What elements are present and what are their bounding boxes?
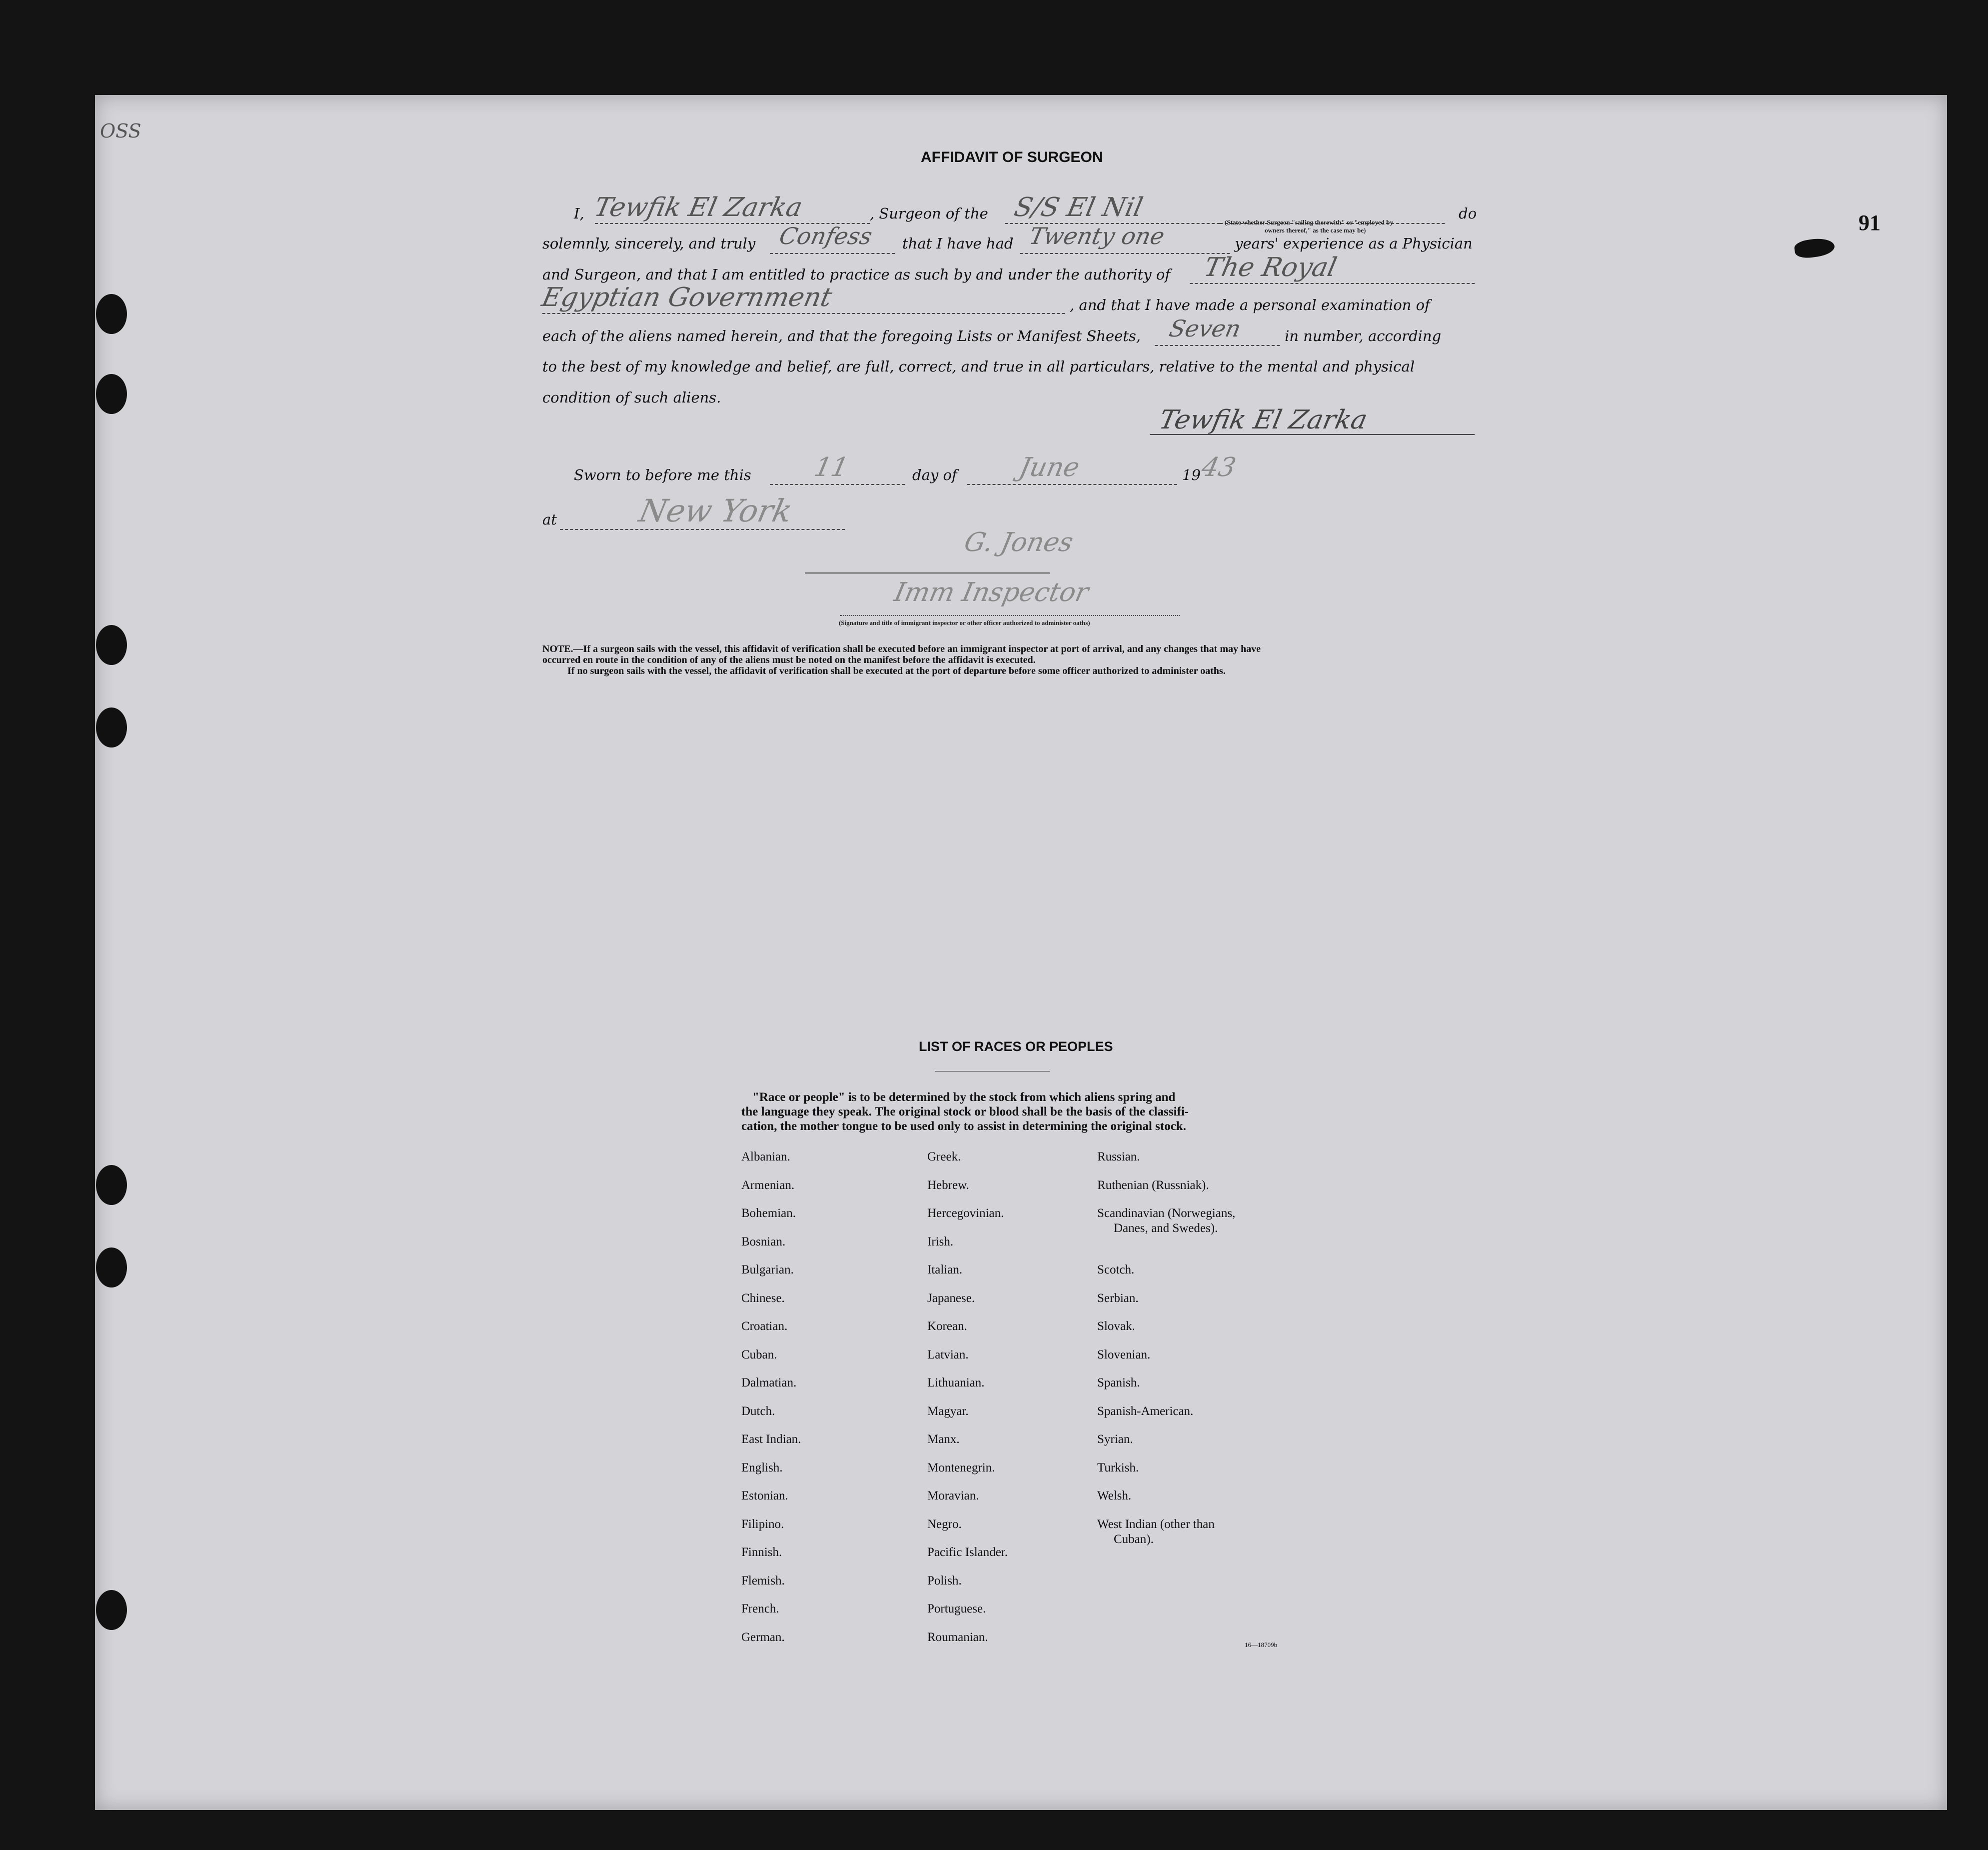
race-entry: Serbian. — [1097, 1292, 1139, 1305]
races-intro-1: "Race or people" is to be determined by the stock from which aliens spring and — [752, 1090, 1176, 1104]
affidavit-line7: condition of such aliens. — [542, 389, 721, 406]
punch-hole — [96, 625, 127, 665]
race-entry: Filipino. — [741, 1518, 784, 1531]
race-entry: Slovenian. — [1097, 1348, 1151, 1362]
signature-caption: (Signature and title of immigrant inspector or other officer authorized to administer oaths) — [839, 619, 1090, 626]
state-note-2: owners thereof," as the case may be) — [1265, 226, 1366, 234]
vessel-name-handwritten: S/S El Nil — [1011, 192, 1146, 222]
authority-handwritten-2: Egyptian Government — [539, 282, 835, 312]
race-entry: French. — [741, 1602, 779, 1616]
race-entry: Polish. — [927, 1574, 962, 1588]
sworn-day-handwritten: 11 — [811, 452, 851, 482]
affidavit-line5-a: each of the aliens named herein, and that the foregoing Lists or Manifest Sheets, — [542, 328, 1141, 344]
race-entry: Bohemian. — [741, 1206, 796, 1220]
note-line-3: If no surgeon sails with the vessel, the affidavit of verification shall be executed at the port of departure before some officer authorized to administer oaths. — [567, 666, 1226, 676]
races-intro-2: the language they speak. The original stock or blood shall be the basis of the classifi- — [741, 1105, 1189, 1118]
punch-hole — [96, 1165, 127, 1205]
races-intro-3: cation, the mother tongue to be used only to assist in determining the original stock. — [741, 1120, 1186, 1133]
race-entry: Croatian. — [741, 1320, 788, 1333]
race-entry: Armenian. — [741, 1178, 795, 1192]
race-entry: Flemish. — [741, 1574, 785, 1588]
race-entry: Hercegovinian. — [927, 1206, 1004, 1220]
affidavit-years-experience: years' experience as a Physician — [1235, 235, 1473, 252]
punch-hole — [96, 708, 127, 748]
surgeon-signature: Tewfik El Zarka — [1156, 405, 1370, 435]
race-entry: Roumanian. — [927, 1630, 988, 1644]
race-entry: Slovak. — [1097, 1320, 1135, 1333]
affidavit-that-i-have-had: that I have had — [902, 235, 1014, 252]
authority-handwritten-1: The Royal — [1201, 252, 1340, 282]
race-entry: West Indian (other than — [1097, 1518, 1215, 1531]
race-entry: Montenegrin. — [927, 1461, 995, 1474]
document-page — [95, 95, 1947, 1810]
race-entry: Albanian. — [741, 1150, 790, 1164]
race-entry: English. — [741, 1461, 783, 1474]
state-note-1: (State whether Surgeon "sailing therewith" or "employed by — [1225, 218, 1393, 226]
race-entry: Bosnian. — [741, 1235, 786, 1248]
race-entry: Cuban. — [741, 1348, 777, 1362]
races-title: LIST OF RACES OR PEOPLES — [919, 1039, 1113, 1054]
race-entry: Russian. — [1097, 1150, 1140, 1164]
affidavit-line6: to the best of my knowledge and belief, are full, correct, and true in all particulars, relative to the mental and physical — [542, 358, 1415, 375]
race-entry: Cuban). — [1114, 1532, 1154, 1546]
race-entry: Estonian. — [741, 1489, 788, 1502]
sworn-month-handwritten: June — [1016, 452, 1082, 482]
race-entry: Pacific Islander. — [927, 1546, 1008, 1559]
race-entry: Japanese. — [927, 1292, 975, 1305]
affidavit-do: do — [1459, 205, 1477, 222]
sheets-count-handwritten: Seven — [1167, 315, 1244, 342]
race-entry: Ruthenian (Russniak). — [1097, 1178, 1209, 1192]
race-entry: Portuguese. — [927, 1602, 986, 1616]
inspector-signature: G. Jones — [961, 528, 1076, 558]
race-entry: Greek. — [927, 1150, 961, 1164]
race-entry: Syrian. — [1097, 1432, 1133, 1446]
race-entry: Danes, and Swedes). — [1114, 1222, 1218, 1235]
corner-mark: OSS — [100, 120, 141, 142]
race-entry: Spanish. — [1097, 1376, 1140, 1390]
race-entry: Lithuanian. — [927, 1376, 985, 1390]
race-entry: Scotch. — [1097, 1263, 1135, 1276]
race-entry: Welsh. — [1097, 1489, 1132, 1502]
affidavit-line4-rest: , and that I have made a personal examination of — [1070, 296, 1430, 314]
form-number: 16—18709b — [1245, 1641, 1277, 1648]
race-entry: Chinese. — [741, 1292, 785, 1305]
punch-hole — [96, 294, 127, 334]
affidavit-line5-b: in number, according — [1285, 328, 1442, 344]
inspector-title-handwritten: Imm Inspector — [891, 578, 1092, 608]
punch-hole — [96, 374, 127, 414]
race-entry: Bulgarian. — [741, 1263, 794, 1276]
sworn-year-handwritten: 43 — [1199, 452, 1239, 482]
affidavit-i: I, — [574, 205, 584, 222]
punch-hole — [96, 1248, 127, 1288]
race-entry: Italian. — [927, 1263, 963, 1276]
race-entry: Magyar. — [927, 1404, 969, 1418]
race-entry: Dutch. — [741, 1404, 775, 1418]
oath-word-handwritten: Confess — [777, 222, 875, 250]
race-entry: Negro. — [927, 1518, 962, 1531]
affidavit-title: AFFIDAVIT OF SURGEON — [921, 149, 1103, 166]
race-entry: Korean. — [927, 1320, 967, 1333]
race-entry: Moravian. — [927, 1489, 979, 1502]
race-entry: Finnish. — [741, 1546, 782, 1559]
race-entry: Hebrew. — [927, 1178, 969, 1192]
race-entry: Turkish. — [1097, 1461, 1139, 1474]
race-entry: Latvian. — [927, 1348, 969, 1362]
note-line-1: NOTE.—If a surgeon sails with the vessel, this affidavit of verification shall be executed before an immigrant inspector at port of arrival, and any changes that may have — [542, 644, 1261, 654]
affidavit-surgeon-of: , Surgeon of the — [870, 205, 988, 222]
page-number: 91 — [1859, 210, 1881, 235]
affidavit-line3: and Surgeon, and that I am entitled to practice as such by and under the authority of — [542, 266, 1171, 283]
race-entry: Spanish-American. — [1097, 1404, 1194, 1418]
note-line-2: occurred en route in the condition of any of the aliens must be noted on the manifest before the affidavit is executed. — [542, 654, 1036, 666]
race-entry: Dalmatian. — [741, 1376, 797, 1390]
race-entry: Irish. — [927, 1235, 954, 1248]
year-prefix: 19 — [1182, 466, 1201, 484]
race-entry: East Indian. — [741, 1432, 801, 1446]
sworn-place-handwritten: New York — [636, 492, 796, 529]
sworn-text: Sworn to before me this — [574, 466, 751, 484]
sworn-day-of: day of — [912, 466, 957, 484]
surgeon-name-handwritten: Tewfik El Zarka — [591, 192, 805, 222]
race-entry: Scandinavian (Norwegians, — [1097, 1206, 1236, 1220]
affidavit-solemnly: solemnly, sincerely, and truly — [542, 235, 756, 252]
punch-hole — [96, 1590, 127, 1630]
years-handwritten: Twenty one — [1027, 222, 1167, 250]
race-entry: German. — [741, 1630, 785, 1644]
sworn-at: at — [542, 511, 557, 528]
race-entry: Manx. — [927, 1432, 960, 1446]
